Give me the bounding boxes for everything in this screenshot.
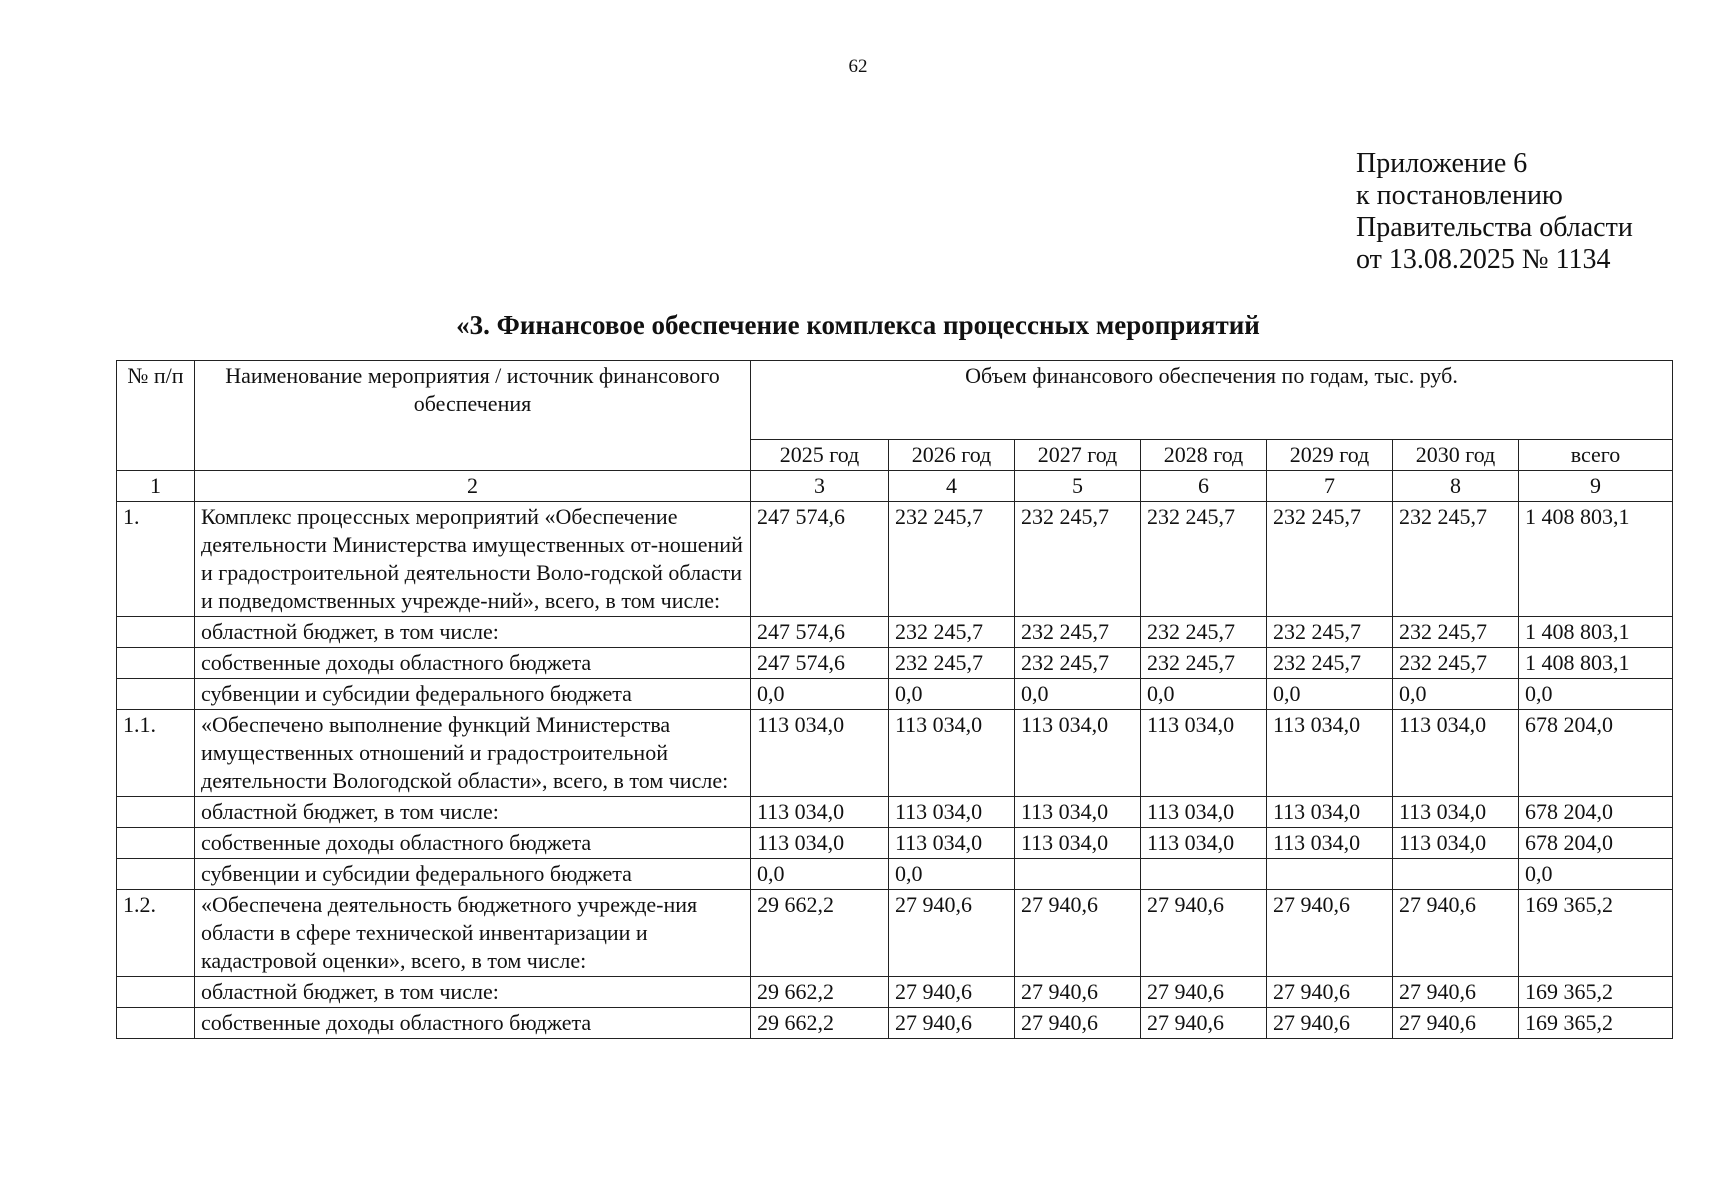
financing-table	[116, 360, 1673, 1039]
table-row	[117, 648, 1673, 679]
header-year: 2025 год	[751, 440, 889, 471]
document-title: «3. Финансовое обеспечение комплекса процессных мероприятий	[456, 310, 1260, 340]
column-number: 8	[1393, 471, 1519, 502]
row-name: «Обеспечена деятельность бюджетного учрежде-ния области в сфере технической инвентаризации и кадастровой оценки», всего, в том числе:	[195, 890, 751, 977]
row-value-cell: 113 034,0	[1267, 797, 1393, 828]
row-value-cell: 29 662,2	[751, 890, 889, 977]
row-total-cell: 169 365,2	[1519, 1008, 1673, 1039]
table-row	[117, 797, 1673, 828]
column-number: 3	[751, 471, 889, 502]
column-numbers-row	[117, 471, 1673, 502]
row-value-cell: 232 245,7	[1015, 502, 1141, 617]
row-value-cell: 27 940,6	[889, 890, 1015, 977]
row-value-cell: 113 034,0	[1393, 797, 1519, 828]
row-value-cell: 27 940,6	[1267, 977, 1393, 1008]
table-row	[117, 890, 1673, 977]
table-row	[117, 977, 1673, 1008]
row-value-cell: 113 034,0	[751, 828, 889, 859]
table-row	[117, 1008, 1673, 1039]
row-name: собственные доходы областного бюджета	[195, 648, 751, 679]
row-value-cell: 113 034,0	[751, 710, 889, 797]
row-value-cell: 27 940,6	[1267, 1008, 1393, 1039]
row-number	[117, 617, 195, 648]
row-total-cell: 169 365,2	[1519, 890, 1673, 977]
row-value-cell: 0,0	[751, 679, 889, 710]
row-value-cell: 0,0	[889, 859, 1015, 890]
row-value-cell	[1141, 859, 1267, 890]
row-total-cell: 1 408 803,1	[1519, 648, 1673, 679]
row-value-cell: 113 034,0	[1393, 710, 1519, 797]
column-number: 1	[117, 471, 195, 502]
row-number	[117, 679, 195, 710]
header-year: 2026 год	[889, 440, 1015, 471]
row-value-cell: 113 034,0	[1267, 710, 1393, 797]
row-value-cell: 113 034,0	[1267, 828, 1393, 859]
header-year: 2030 год	[1393, 440, 1519, 471]
row-value-cell: 27 940,6	[889, 977, 1015, 1008]
row-value-cell: 113 034,0	[1015, 797, 1141, 828]
row-value-cell: 113 034,0	[1141, 710, 1267, 797]
row-value-cell: 27 940,6	[1015, 1008, 1141, 1039]
row-value-cell: 27 940,6	[1141, 977, 1267, 1008]
appendix-line: к постановлению	[1356, 180, 1563, 211]
table-body	[117, 502, 1673, 1039]
row-value-cell: 232 245,7	[889, 617, 1015, 648]
row-value-cell: 232 245,7	[1015, 617, 1141, 648]
row-number	[117, 859, 195, 890]
row-number	[117, 797, 195, 828]
row-value-cell: 113 034,0	[751, 797, 889, 828]
row-value-cell: 29 662,2	[751, 1008, 889, 1039]
row-total-cell: 0,0	[1519, 679, 1673, 710]
row-value-cell: 0,0	[1393, 679, 1519, 710]
row-value-cell: 113 034,0	[889, 710, 1015, 797]
row-value-cell: 27 940,6	[889, 1008, 1015, 1039]
row-total-cell: 1 408 803,1	[1519, 617, 1673, 648]
row-value-cell: 247 574,6	[751, 648, 889, 679]
column-number: 6	[1141, 471, 1267, 502]
header-year: 2028 год	[1141, 440, 1267, 471]
appendix-line: Правительства области	[1356, 212, 1633, 243]
column-number: 2	[195, 471, 751, 502]
row-value-cell: 247 574,6	[751, 502, 889, 617]
row-value-cell: 27 940,6	[1141, 890, 1267, 977]
table-row	[117, 679, 1673, 710]
row-total-cell: 1 408 803,1	[1519, 502, 1673, 617]
row-name: областной бюджет, в том числе:	[195, 977, 751, 1008]
row-value-cell: 247 574,6	[751, 617, 889, 648]
row-value-cell: 0,0	[1267, 679, 1393, 710]
row-name: собственные доходы областного бюджета	[195, 828, 751, 859]
row-value-cell: 27 940,6	[1015, 977, 1141, 1008]
header-volume: Объем финансового обеспечения по годам, тыс. руб.	[751, 361, 1673, 440]
row-number: 1.2.	[117, 890, 195, 977]
header-num: № п/п	[117, 361, 195, 471]
appendix-block	[1356, 148, 1633, 276]
row-value-cell: 113 034,0	[1141, 828, 1267, 859]
row-value-cell: 232 245,7	[1393, 502, 1519, 617]
column-number: 9	[1519, 471, 1673, 502]
row-value-cell: 232 245,7	[1141, 648, 1267, 679]
row-total-cell: 678 204,0	[1519, 710, 1673, 797]
row-number	[117, 1008, 195, 1039]
row-value-cell: 27 940,6	[1393, 977, 1519, 1008]
row-value-cell: 113 034,0	[1015, 710, 1141, 797]
row-value-cell: 27 940,6	[1393, 1008, 1519, 1039]
row-value-cell: 232 245,7	[1267, 648, 1393, 679]
row-value-cell: 113 034,0	[1393, 828, 1519, 859]
table-row	[117, 617, 1673, 648]
row-value-cell: 113 034,0	[889, 828, 1015, 859]
row-name: «Обеспечено выполнение функций Министерства имущественных отношений и градостроительной деятельности Вологодской области», всего, в том числе:	[195, 710, 751, 797]
row-number	[117, 828, 195, 859]
header-row	[117, 361, 1673, 440]
row-value-cell: 232 245,7	[1393, 648, 1519, 679]
row-value-cell	[1015, 859, 1141, 890]
header-name: Наименование мероприятия / источник финансового обеспечения	[195, 361, 751, 471]
row-value-cell: 232 245,7	[1141, 617, 1267, 648]
row-value-cell	[1393, 859, 1519, 890]
row-name: областной бюджет, в том числе:	[195, 617, 751, 648]
row-value-cell: 0,0	[751, 859, 889, 890]
row-value-cell: 0,0	[1015, 679, 1141, 710]
row-number	[117, 648, 195, 679]
row-name: собственные доходы областного бюджета	[195, 1008, 751, 1039]
row-value-cell: 29 662,2	[751, 977, 889, 1008]
row-value-cell: 232 245,7	[1267, 617, 1393, 648]
row-value-cell: 232 245,7	[889, 502, 1015, 617]
header-total: всего	[1519, 440, 1673, 471]
appendix-line: от 13.08.2025 № 1134	[1356, 244, 1611, 275]
row-value-cell: 27 940,6	[1267, 890, 1393, 977]
column-number: 4	[889, 471, 1015, 502]
row-total-cell: 678 204,0	[1519, 797, 1673, 828]
row-value-cell: 232 245,7	[1393, 617, 1519, 648]
row-value-cell: 0,0	[889, 679, 1015, 710]
row-value-cell	[1267, 859, 1393, 890]
row-value-cell: 232 245,7	[889, 648, 1015, 679]
row-value-cell: 27 940,6	[1141, 1008, 1267, 1039]
row-name: Комплекс процессных мероприятий «Обеспечение деятельности Министерства имущественных от-ношений и градостроительной деятельности Воло-годской области и подведомственных учрежде-ний», всего, в том числе:	[195, 502, 751, 617]
row-value-cell: 113 034,0	[889, 797, 1015, 828]
table-row	[117, 859, 1673, 890]
header-year: 2029 год	[1267, 440, 1393, 471]
row-name: субвенции и субсидии федерального бюджета	[195, 859, 751, 890]
appendix-line: Приложение 6	[1356, 148, 1528, 179]
row-value-cell: 232 245,7	[1015, 648, 1141, 679]
row-name: областной бюджет, в том числе:	[195, 797, 751, 828]
header-year: 2027 год	[1015, 440, 1141, 471]
page-number: 62	[848, 56, 868, 77]
row-value-cell: 0,0	[1141, 679, 1267, 710]
row-total-cell: 0,0	[1519, 859, 1673, 890]
row-number: 1.	[117, 502, 195, 617]
table-row	[117, 710, 1673, 797]
column-number: 7	[1267, 471, 1393, 502]
row-value-cell: 113 034,0	[1015, 828, 1141, 859]
row-number: 1.1.	[117, 710, 195, 797]
row-number	[117, 977, 195, 1008]
table-row	[117, 502, 1673, 617]
row-value-cell: 27 940,6	[1393, 890, 1519, 977]
column-number: 5	[1015, 471, 1141, 502]
row-value-cell: 232 245,7	[1267, 502, 1393, 617]
row-value-cell: 232 245,7	[1141, 502, 1267, 617]
row-total-cell: 678 204,0	[1519, 828, 1673, 859]
row-name: субвенции и субсидии федерального бюджета	[195, 679, 751, 710]
row-total-cell: 169 365,2	[1519, 977, 1673, 1008]
table-row	[117, 828, 1673, 859]
row-value-cell: 27 940,6	[1015, 890, 1141, 977]
row-value-cell: 113 034,0	[1141, 797, 1267, 828]
